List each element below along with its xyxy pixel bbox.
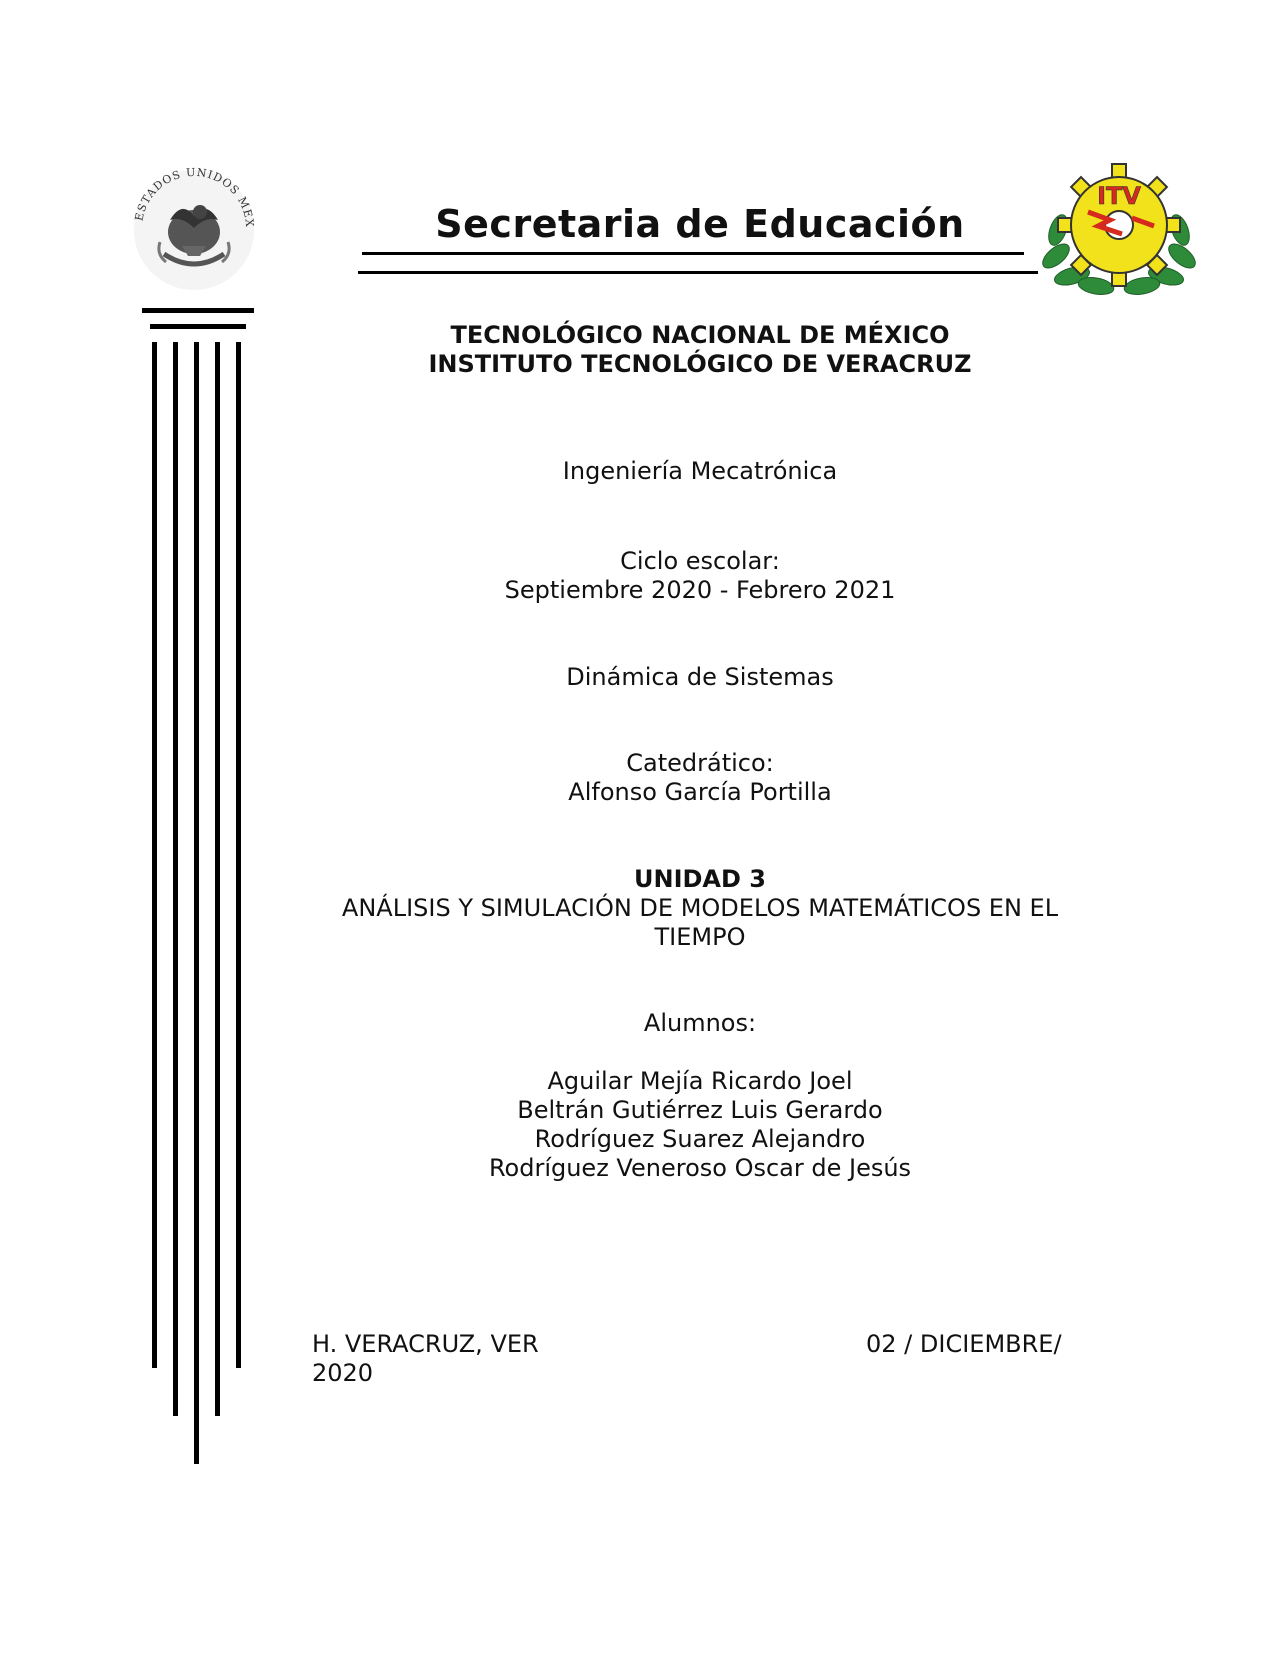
footer-place: H. VERACRUZ, VER	[312, 1330, 539, 1358]
column-capital-bottom	[150, 324, 246, 329]
column-line-5	[236, 342, 241, 1368]
cycle-label: Ciclo escolar:	[620, 547, 780, 575]
column-line-2	[173, 342, 178, 1416]
mexico-seal-logo	[120, 150, 268, 298]
unit-subtitle-line-1: ANÁLISIS Y SIMULACIÓN DE MODELOS MATEMÁTICOS EN EL	[341, 894, 1059, 922]
column-line-1	[152, 342, 157, 1368]
cycle-value: Septiembre 2020 - Febrero 2021	[504, 576, 896, 604]
institution-line-2: INSTITUTO TECNOLÓGICO DE VERACRUZ	[428, 350, 972, 378]
subject: Dinámica de Sistemas	[566, 663, 834, 691]
unit-subtitle-line-2: TIEMPO	[654, 923, 746, 951]
header-title: Secretaria de Educación	[435, 202, 965, 246]
institution-line-1: TECNOLÓGICO NACIONAL DE MÉXICO	[450, 321, 950, 349]
seal-text: ESTADOS UNIDOS MEX	[132, 165, 257, 229]
student-name: Rodríguez Veneroso Oscar de Jesús	[488, 1154, 912, 1182]
footer-date: 02 / DICIEMBRE/	[866, 1330, 1062, 1358]
student-name: Aguilar Mejía Ricardo Joel	[547, 1067, 853, 1095]
career: Ingeniería Mecatrónica	[562, 457, 838, 485]
mexico-seal-icon	[120, 150, 268, 298]
column-line-4	[215, 342, 220, 1416]
student-name: Beltrán Gutiérrez Luis Gerardo	[517, 1096, 883, 1124]
itv-gear-icon	[1036, 160, 1202, 296]
column-line-3	[194, 342, 199, 1464]
column-capital-top	[142, 308, 254, 313]
teacher-label: Catedrático:	[626, 749, 774, 777]
itv-logo	[1036, 160, 1202, 296]
teacher-name: Alfonso García Portilla	[568, 778, 832, 806]
student-name: Rodríguez Suarez Alejandro	[534, 1125, 866, 1153]
unit-title: UNIDAD 3	[634, 865, 766, 893]
footer-year: 2020	[312, 1359, 374, 1387]
students-label: Alumnos:	[643, 1009, 757, 1037]
header-rule-bottom	[358, 271, 1038, 274]
itv-logo-text: ITV	[1097, 182, 1141, 210]
header-rule-top	[362, 252, 1024, 255]
